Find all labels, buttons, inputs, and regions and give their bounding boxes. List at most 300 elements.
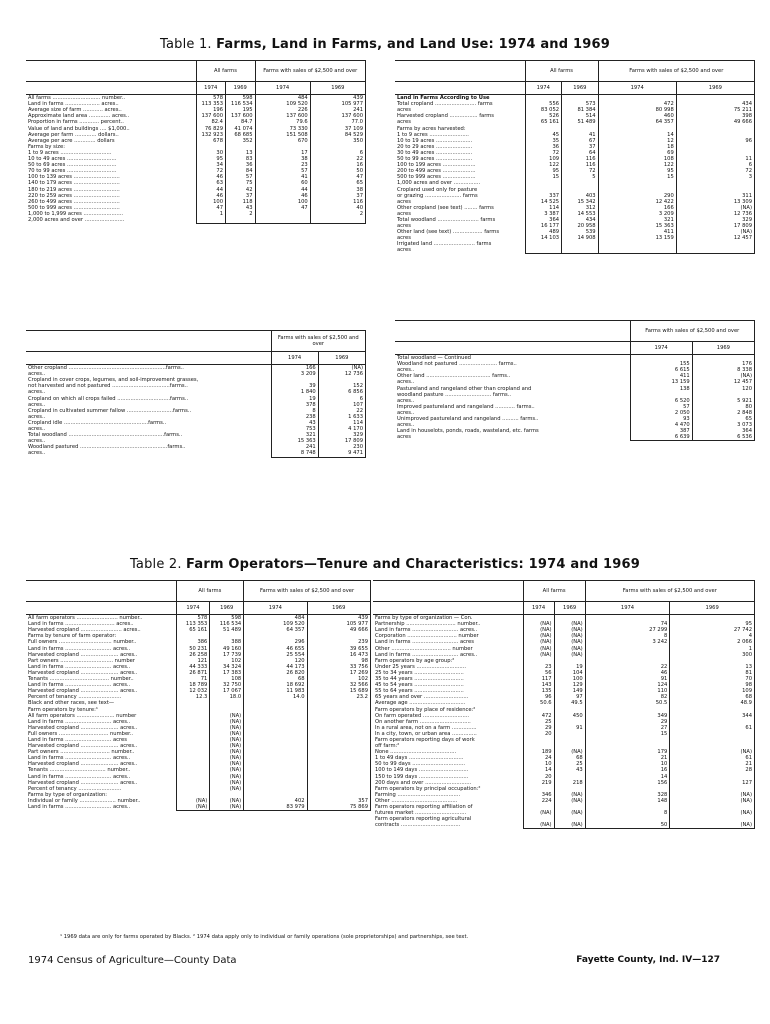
row-value: 14	[523, 767, 554, 773]
row-value: 57	[226, 174, 256, 180]
row-value: 46	[585, 670, 670, 676]
row-label: 50 to 99 acres ......................	[397, 156, 473, 163]
row-value: (NA)	[523, 627, 554, 633]
row-value: 411	[630, 373, 692, 379]
row-value: 72	[562, 168, 599, 174]
row-label: acres..	[28, 413, 46, 420]
row-value: 753	[271, 426, 318, 432]
row-value: 72	[196, 168, 226, 174]
row-value	[598, 95, 676, 102]
row-value: 17 809	[676, 223, 754, 229]
row-value: 16	[310, 162, 365, 168]
row-value: (NA)	[523, 646, 554, 652]
row-value: 102	[210, 658, 244, 664]
row-value: 514	[562, 113, 599, 119]
row-label: Farms by size:	[28, 143, 65, 150]
row-label: Land in farms ............................ acres..	[28, 773, 131, 780]
row-value: 6 536	[692, 434, 754, 441]
row-value: 44	[255, 187, 310, 193]
row-value: 95	[670, 621, 755, 627]
row-label: Percent of tenancy ..........................	[28, 785, 122, 792]
row-label: 50 to 99 days ................................	[375, 761, 466, 768]
row-value: 670	[255, 138, 310, 144]
row-value: 5 921	[692, 398, 754, 404]
row-label: Farm operators reporting affiliation of	[375, 804, 473, 810]
row-value: 12 422	[598, 199, 676, 205]
row-label: Total woodland ..........................................................farms..	[28, 432, 183, 439]
row-value: 81 384	[562, 107, 599, 113]
table1-left	[26, 60, 366, 224]
row-value: 60	[255, 180, 310, 186]
table2-left	[26, 580, 371, 811]
row-value: 6	[676, 162, 754, 168]
row-value: (NA)	[554, 810, 585, 816]
row-value: 17 269	[307, 670, 370, 676]
row-value: 4 470	[630, 422, 692, 428]
row-value: 21	[670, 761, 755, 767]
row-label: Woodland not pastured ....................... farms..	[397, 361, 517, 368]
header-blank	[26, 331, 271, 352]
row-value: 122	[525, 162, 562, 168]
row-value: 18.0	[210, 694, 244, 700]
row-value: 239	[307, 639, 370, 645]
row-label: Other .................................... number	[375, 645, 473, 652]
row-label: 140 to 179 acres ............................	[28, 180, 120, 187]
row-label: Other land ....................................... farms..	[397, 373, 511, 380]
row-value: 484	[255, 95, 310, 102]
row-value: (NA)	[523, 810, 554, 816]
row-value: (NA)	[523, 822, 554, 829]
row-value: 8 338	[692, 367, 754, 373]
row-label: Average size of farm ............ acres..	[28, 107, 122, 114]
row-value: 71	[176, 676, 210, 682]
row-value: (NA)	[318, 365, 365, 372]
row-label: Land in farms ............................ acres..	[28, 645, 131, 652]
row-label: Farming ......................................	[375, 791, 461, 798]
row-value: 137 600	[196, 113, 226, 119]
row-value: 137 600	[226, 113, 256, 119]
row-value: 91	[554, 725, 585, 731]
row-label: Improved pastureland and rangeland ............ farms..	[397, 403, 535, 410]
row-value: 12 032	[176, 688, 210, 694]
row-value: (NA)	[210, 731, 244, 737]
row-value: 378	[271, 402, 318, 408]
row-label: 55 to 64 years ..............................	[375, 688, 464, 695]
row-value: 300	[670, 652, 755, 658]
row-label: Farm operators by tenure:¹	[28, 706, 98, 713]
year-header: 1974	[525, 82, 562, 95]
row-value: 17	[255, 150, 310, 156]
row-value: 105 977	[307, 621, 370, 627]
row-value: 61	[670, 725, 755, 731]
row-label: On another farm ...............................	[375, 718, 471, 725]
row-label: Land in farms ............................ acres..	[28, 663, 131, 670]
row-label: acres	[397, 119, 411, 126]
row-value: 12.3	[176, 694, 210, 700]
row-value: 344	[670, 713, 755, 719]
row-value: 179	[585, 749, 670, 755]
row-label: 500 to 999 acres ............................	[28, 204, 120, 211]
row-value: 104	[554, 670, 585, 676]
row-value: 33 756	[307, 664, 370, 670]
row-value: (NA)	[210, 725, 244, 731]
row-value: 68	[554, 755, 585, 761]
row-value: 27 299	[585, 627, 670, 633]
row-label: Land in farms ............................ acres	[28, 736, 127, 743]
row-label: All farm operators ....................... number	[28, 712, 137, 719]
row-value: 29	[523, 725, 554, 731]
row-value: 678	[196, 138, 226, 144]
row-value: 64 357	[244, 627, 307, 633]
row-label: Farm operators reporting agricultural	[375, 816, 472, 823]
row-value: 47	[196, 205, 226, 211]
header-blank	[26, 61, 196, 82]
row-value: 13	[226, 150, 256, 156]
row-value: 38	[310, 187, 365, 193]
row-value: 398	[676, 113, 754, 119]
row-value: 49.5	[554, 700, 585, 706]
row-value: 124	[585, 682, 670, 688]
row-value: 40	[310, 205, 365, 211]
row-value: 12 457	[692, 379, 754, 385]
table2-title	[0, 557, 770, 572]
row-value: 14 553	[562, 211, 599, 217]
row-value: (NA)	[210, 719, 244, 725]
row-value: 15	[598, 174, 676, 180]
row-value: 37	[562, 144, 599, 150]
row-value: (NA)	[554, 749, 585, 755]
row-label: Farm operators by place of residence:²	[375, 706, 476, 713]
year-header: 1974	[271, 352, 318, 365]
row-value: (NA)	[523, 639, 554, 645]
row-value: 19	[554, 664, 585, 670]
row-value	[226, 217, 256, 223]
row-label: acres	[397, 198, 411, 205]
row-value	[525, 95, 562, 102]
row-value: 195	[226, 107, 256, 113]
row-label: Other cropland ...........................................................farms..	[28, 365, 184, 372]
row-value: 14 525	[525, 199, 562, 205]
row-value: 84 529	[310, 132, 365, 138]
row-value: 74	[585, 621, 670, 627]
row-label: 180 to 219 acres ............................	[28, 186, 120, 193]
row-label: 65 years and over ...........................	[375, 694, 469, 701]
row-value: 290	[598, 193, 676, 199]
row-value: 1 840	[271, 389, 318, 395]
row-value: 108	[598, 156, 676, 162]
row-value: 2 848	[692, 410, 754, 416]
row-value: 218	[554, 780, 585, 786]
year-header: 1969	[562, 82, 599, 95]
row-value: 43	[226, 205, 256, 211]
row-label: Tenants .................................... number..	[28, 676, 134, 683]
row-value: 224	[523, 798, 554, 804]
row-value: 6 856	[318, 389, 365, 395]
row-label: acres	[397, 434, 411, 441]
row-label: Total cropland ......................... farms	[397, 101, 493, 108]
row-value: 22	[318, 408, 365, 414]
row-label: Land in farms ............................ acres..	[375, 627, 478, 634]
row-value: 100	[255, 199, 310, 205]
row-value: 135	[523, 688, 554, 694]
row-value	[676, 247, 754, 253]
row-label: 30 to 49 acres ......................	[397, 149, 473, 156]
row-value: 93	[630, 416, 692, 422]
row-value: 328	[585, 792, 670, 798]
row-value: 57	[630, 404, 692, 410]
year-header: 1969	[554, 602, 585, 615]
row-value: 114	[525, 205, 562, 211]
row-value: 108	[210, 676, 244, 682]
row-value: 3 073	[692, 422, 754, 428]
row-value: 189	[523, 749, 554, 755]
row-value: 434	[562, 217, 599, 223]
row-value: 50	[585, 822, 670, 829]
row-value: 539	[562, 229, 599, 235]
row-label: Partnership .............................. number..	[375, 621, 481, 628]
row-value: 17 809	[318, 438, 365, 444]
row-value: 241	[271, 444, 318, 450]
row-label: Farm operators by age group:²	[375, 657, 455, 664]
row-value: 12 736	[318, 371, 365, 377]
header-all-farms: All farms	[196, 61, 255, 82]
row-value: 24	[523, 755, 554, 761]
row-value	[598, 247, 676, 253]
row-value: 526	[525, 113, 562, 119]
row-label: Farm operators by principal occupation:²	[375, 785, 481, 792]
row-value: 49 666	[307, 627, 370, 633]
row-value: 102	[307, 676, 370, 682]
row-value: 27	[585, 725, 670, 731]
row-value: 32 566	[307, 682, 370, 688]
row-value: 30	[196, 150, 226, 156]
row-label: 25 to 34 years ..............................	[375, 669, 464, 676]
year-header: 1974	[255, 82, 310, 95]
row-label: contracts ....................................	[375, 822, 461, 829]
header-blank	[26, 581, 176, 602]
row-value: 120	[692, 386, 754, 392]
row-value	[630, 355, 692, 362]
row-label: acres..	[28, 426, 46, 433]
row-value: 44	[196, 187, 226, 193]
row-value: 20	[523, 731, 554, 737]
row-value: 38	[255, 156, 310, 162]
row-value: (NA)	[670, 792, 755, 798]
row-label: Land in farms .............................. acres..	[28, 621, 134, 628]
row-value: 48.9	[670, 700, 755, 706]
row-value: 83 979	[244, 804, 307, 811]
row-value: 95	[525, 168, 562, 174]
row-label: 10 to 19 acres ......................	[397, 137, 473, 144]
row-value: 116 534	[226, 101, 256, 107]
row-value: 450	[554, 713, 585, 719]
year-header: 1969	[676, 82, 754, 95]
row-label: Cropland on which all crops failed ................................farms..	[28, 395, 189, 402]
row-value: (NA)	[210, 804, 244, 811]
row-value: 23	[255, 162, 310, 168]
row-value: 149	[554, 688, 585, 694]
row-label: On farm operated ............................	[375, 712, 470, 719]
row-label: Part owners ................................ number	[28, 657, 135, 664]
header-blank	[26, 602, 176, 615]
row-label: 70 to 99 acres ..............................	[28, 168, 117, 175]
row-label: acres..	[28, 371, 46, 378]
row-label: Tenants .................................. number..	[28, 767, 131, 774]
row-value: 1	[196, 211, 226, 217]
row-value: (NA)	[554, 792, 585, 798]
row-value: 15 342	[562, 199, 599, 205]
row-value: (NA)	[176, 804, 210, 811]
header-all-farms: All farms	[525, 61, 598, 82]
row-label: acres	[397, 247, 411, 254]
row-label: Value of land and buildings .... $1,000..	[28, 125, 130, 132]
table1-title	[0, 37, 770, 52]
row-label: Land in houselots, ponds, roads, wasteland, etc. farms	[397, 428, 539, 435]
row-value: 411	[598, 229, 676, 235]
row-label: Corporation .............................. number	[375, 633, 479, 640]
year-header: 1974	[244, 602, 307, 615]
row-value: 81	[670, 670, 755, 676]
row-value: 16 473	[307, 652, 370, 658]
row-value: 16	[585, 767, 670, 773]
row-value: (NA)	[554, 646, 585, 652]
row-value: 122	[598, 162, 676, 168]
row-label: Average per acre ............. dollars	[28, 137, 115, 144]
row-value: 68	[244, 676, 307, 682]
row-value: 15	[525, 174, 562, 180]
row-label: futures market ...............................	[375, 810, 467, 817]
row-value: 4 170	[318, 426, 365, 432]
row-value: 56	[523, 670, 554, 676]
row-value: 77.0	[310, 119, 365, 125]
row-label: 1 to 9 acres ...............................	[28, 149, 112, 156]
row-value: 68	[670, 694, 755, 700]
row-value: 402	[244, 798, 307, 804]
row-value: 46	[196, 174, 226, 180]
row-value: 13 159	[630, 379, 692, 385]
row-label: 200 days and over ............................	[375, 779, 472, 786]
row-value: 13 159	[598, 235, 676, 241]
row-label: 100 to 149 days ..............................	[375, 767, 469, 774]
row-value: 556	[525, 101, 562, 107]
row-value: (NA)	[210, 786, 244, 792]
row-label: All farm operators ......................... number..	[28, 615, 143, 622]
header-blank	[395, 321, 630, 342]
row-value: 388	[210, 639, 244, 645]
row-label: Harvested cropland ....................... acres..	[28, 779, 138, 786]
table1-lower-left	[26, 330, 366, 458]
table1-title-main: Farms, Land in Farms, and Land Use: 1974 and 1969	[216, 37, 610, 52]
row-label: Approximate land area ............. acres..	[28, 113, 130, 120]
row-label: Total woodland ......................... farms	[397, 216, 496, 223]
row-value: 25 554	[244, 652, 307, 658]
row-value: 12	[598, 138, 676, 144]
row-label: Land in farms ..................... acres..	[28, 101, 119, 108]
row-value: 20	[523, 774, 554, 780]
row-value: 14	[598, 132, 676, 138]
row-value: 3	[676, 174, 754, 180]
row-value: 64	[562, 150, 599, 156]
row-value: 2	[310, 211, 365, 217]
row-label: Under 25 years ..............................	[375, 663, 466, 670]
year-header: 1969	[318, 352, 365, 365]
row-label: or grazing ...................... farms	[397, 192, 478, 199]
row-value: (NA)	[210, 713, 244, 719]
row-value: (NA)	[670, 798, 755, 804]
row-value: 70	[670, 676, 755, 682]
year-header: 1974	[585, 602, 670, 615]
row-value: (NA)	[554, 798, 585, 804]
year-header: 1969	[226, 82, 256, 95]
row-value: 12 736	[676, 211, 754, 217]
row-label: Harvested cropland ....................... acres..	[28, 688, 138, 695]
row-value: 155	[630, 361, 692, 367]
row-label: In a city, town, or urban area ...............	[375, 730, 477, 737]
table1-right	[395, 60, 755, 254]
row-value: 2	[226, 211, 256, 217]
row-value: 311	[676, 193, 754, 199]
row-value: 166	[271, 365, 318, 372]
row-value: 41 074	[226, 126, 256, 132]
row-label: acres	[397, 235, 411, 242]
row-value: 132 923	[196, 132, 226, 138]
row-value: 176	[692, 361, 754, 367]
row-value: 387	[630, 428, 692, 434]
row-value: 15 363	[598, 223, 676, 229]
row-label: Part owners .............................. number..	[28, 749, 135, 756]
row-value: 166	[598, 205, 676, 211]
row-value: 51 489	[562, 119, 599, 125]
row-value	[196, 217, 226, 223]
header-sales-farms: Farms with sales of $2,500 and over	[598, 61, 754, 82]
row-label: Farms by tenure of farm operator:	[28, 633, 117, 640]
row-value: 36	[226, 162, 256, 168]
row-value	[523, 615, 554, 622]
row-value: 15 689	[307, 688, 370, 694]
row-value: (NA)	[210, 749, 244, 755]
row-value: 13 309	[676, 199, 754, 205]
row-value: 8	[585, 810, 670, 816]
row-value: 73 330	[255, 126, 310, 132]
table2-title-main: Farm Operators—Tenure and Characteristics: 1974 and 1969	[186, 557, 641, 572]
row-value: 43	[271, 420, 318, 426]
row-value: 116	[562, 162, 599, 168]
row-label: Irrigated land ......................... farms	[397, 241, 492, 248]
row-value: 47	[255, 205, 310, 211]
year-header: 1974	[598, 82, 676, 95]
row-value: 3 209	[598, 211, 676, 217]
row-label: Farms by acres harvested:	[397, 125, 466, 132]
row-label: 200 to 499 acres ....................	[397, 168, 476, 175]
header-all-farms: All farms	[176, 581, 244, 602]
row-value: 96	[523, 694, 554, 700]
header-sales-farms: Farms with sales of $2,500 and over	[255, 61, 366, 82]
row-value: 14	[585, 774, 670, 780]
row-value: 43	[554, 767, 585, 773]
row-value: 109	[670, 688, 755, 694]
row-value: 11	[676, 156, 754, 162]
row-value: 137 600	[255, 113, 310, 119]
row-value: 64 357	[598, 119, 676, 125]
row-value: 8	[585, 633, 670, 639]
row-value: 95	[598, 168, 676, 174]
row-value	[255, 217, 310, 223]
row-value: 44 173	[244, 664, 307, 670]
row-label: Woodland pastured .....................................................farms..	[28, 444, 186, 451]
table1-title-prefix: Table 1.	[160, 37, 212, 52]
row-value: 17 067	[210, 688, 244, 694]
row-value: 129	[554, 682, 585, 688]
